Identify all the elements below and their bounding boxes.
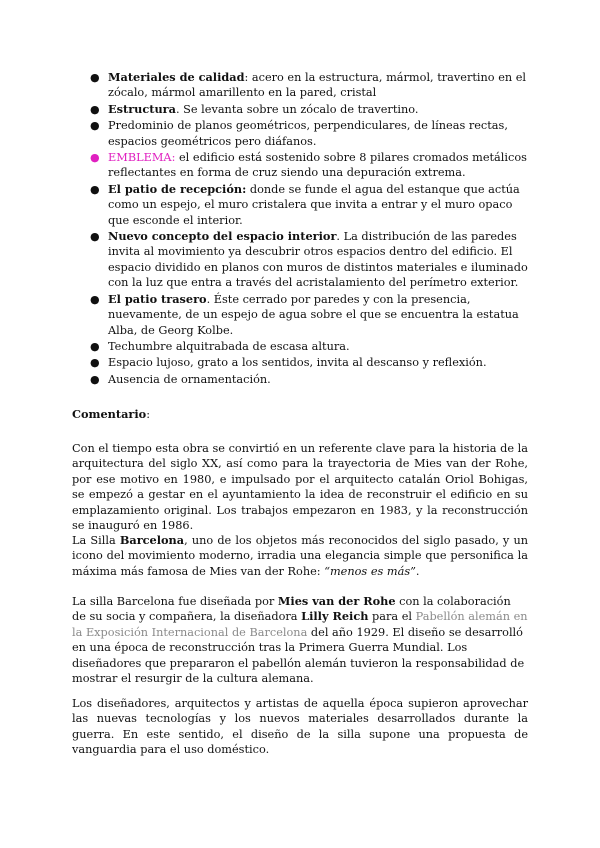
bullet-icon: ● — [90, 292, 100, 306]
item-label: El patio trasero — [108, 291, 207, 306]
list-item — [92, 372, 532, 387]
item-label: EMBLEMA — [108, 151, 172, 165]
paragraph-silla: La Silla Barcelona, uno de los objetos más reconocidos del siglo pasado, y un icono del movimiento moderno, irradia una elegancia simple que personifica la máxima más famosa de Mies van der Rohe: “menos es más”. — [72, 533, 529, 578]
paragraph-history: Con el tiempo esta obra se convirtió en un referente clave para la historia de la arquitectura del siglo XX, así como para la trayectoria de Mies van der Rohe, por ese motivo en 1980, e impulsado por el arquitecto catalán Oriol Bohigas, se empezó a gestar en el ayuntamiento la idea de reconstruir el edificio en su emplazamiento original. Los trabajos empezaron en 1983, y la reconstrucción se inauguró en 1986. — [72, 442, 528, 533]
bullet-icon: ● — [90, 151, 100, 165]
list-item: ● EMBLEMA: el edificio está sostenido sobre 8 pilares cromados metálicos reflectantes en forma de cruz siendo una depuración extrema. — [90, 151, 527, 180]
item-text: donde se funde el agua del estanque que actúa como un espejo, el muro cristalera que invita a entrar y el muro opaco que esconde el interior. — [108, 182, 520, 227]
item-text: Espacio lujoso, grato a los sentidos, invita al descanso y reflexión. — [108, 356, 487, 370]
bullet-icon: ● — [90, 119, 100, 133]
bullet-icon: ● — [90, 71, 100, 84]
item-text: Éste cerrado por paredes y con la presencia, nuevamente, de un espejo de agua sobre el que se encuentra la estatua Alba, de Georg Kolbe. — [108, 292, 519, 337]
quote: “menos es más” — [324, 564, 416, 578]
item-text: Ausencia de ornamentación. — [108, 372, 271, 386]
list-item: ● El patio trasero. Éste cerrado por paredes y con la presencia, nuevamente, de un espejo de agua sobre el que se encuentra la estatua Alba, de Georg Kolbe. — [90, 291, 519, 337]
list-item — [92, 355, 532, 370]
bullet-icon: ● — [90, 339, 100, 353]
pavilion-link[interactable]: Pabellón alemán en la Exposición Internacional de Barcelona — [72, 610, 528, 639]
item-text: Techumbre alquitrabada de escasa altura. — [108, 339, 350, 353]
item-label: Nuevo concepto del espacio interior — [108, 229, 337, 244]
bullet-icon: ● — [90, 102, 100, 116]
list-item — [92, 182, 532, 228]
item-text: acero en la estructura, mármol, travertino en el zócalo, mármol amarillento en la pared, cristal — [108, 71, 527, 100]
list-item: ● Materiales de calidad: acero en la estructura, mármol, travertino en el zócalo, mármol amarillento en la pared, cristal — [90, 70, 527, 100]
list-item: ● Estructura. Se levanta sobre un zócalo de travertino. — [90, 101, 419, 116]
bullet-icon: ● — [90, 372, 100, 386]
features-list — [92, 70, 532, 388]
item-text: La distribución de las paredes invita al movimiento ya descubrir otros espacios dentro del edificio. El espacio dividido en planos con muros de distintos materiales e iluminado con la luz que entra a través del acristalamiento del perímetro exterior. — [108, 230, 528, 290]
item-text: Se levanta sobre un zócalo de travertino. — [183, 102, 419, 116]
list-item — [92, 339, 532, 354]
section-heading: Comentario: — [72, 407, 151, 421]
paragraph-vanguard: Los diseñadores, arquitectos y artistas de aquella época supieron aprovechar las nuevas tecnologías y los nuevos materiales desarrollados durante la guerra. En este sentido, el diseño de la silla supone una propuesta de vanguardia para el uso doméstico. — [72, 697, 528, 757]
list-item: ● Nuevo concepto del espacio interior. La distribución de las paredes invita al movimiento ya descubrir otros espacios dentro del edificio. El espacio dividido en planos con muros de distintos materiales e iluminado con la luz que entra a través del acristalamiento del perímetro exterior. — [90, 229, 528, 290]
paragraph-design: La silla Barcelona fue diseñada por Mies van der Rohe con la colaboración de su socia y compañera, la diseñadora Lilly Reich para el Pabellón alemán en la Exposición Internacional de Barcelona del año 1929. El diseño se desarrolló en una época de reconstrucción tras la Primera Guerra Mundial. Los diseñadores que prepararon el pabellón alemán tuvieron la responsabilidad de mostrar el resurgir de la cultura alemana. — [72, 594, 528, 686]
bullet-icon: ● — [90, 356, 100, 370]
list-item — [92, 118, 532, 149]
bullet-icon: ● — [90, 230, 100, 244]
item-label: El patio de recepción: — [108, 181, 247, 196]
bullet-icon: ● — [90, 182, 100, 196]
item-text: el edificio está sostenido sobre 8 pilares cromados metálicos reflectantes en forma de cruz siendo una depuración extrema. — [108, 151, 527, 180]
item-label: Estructura — [108, 101, 176, 116]
item-text: Predominio de planos geométricos, perpendiculares, de líneas rectas, espacios geométricos pero diáfanos. — [108, 119, 508, 148]
item-label: Materiales de calidad — [108, 70, 245, 84]
